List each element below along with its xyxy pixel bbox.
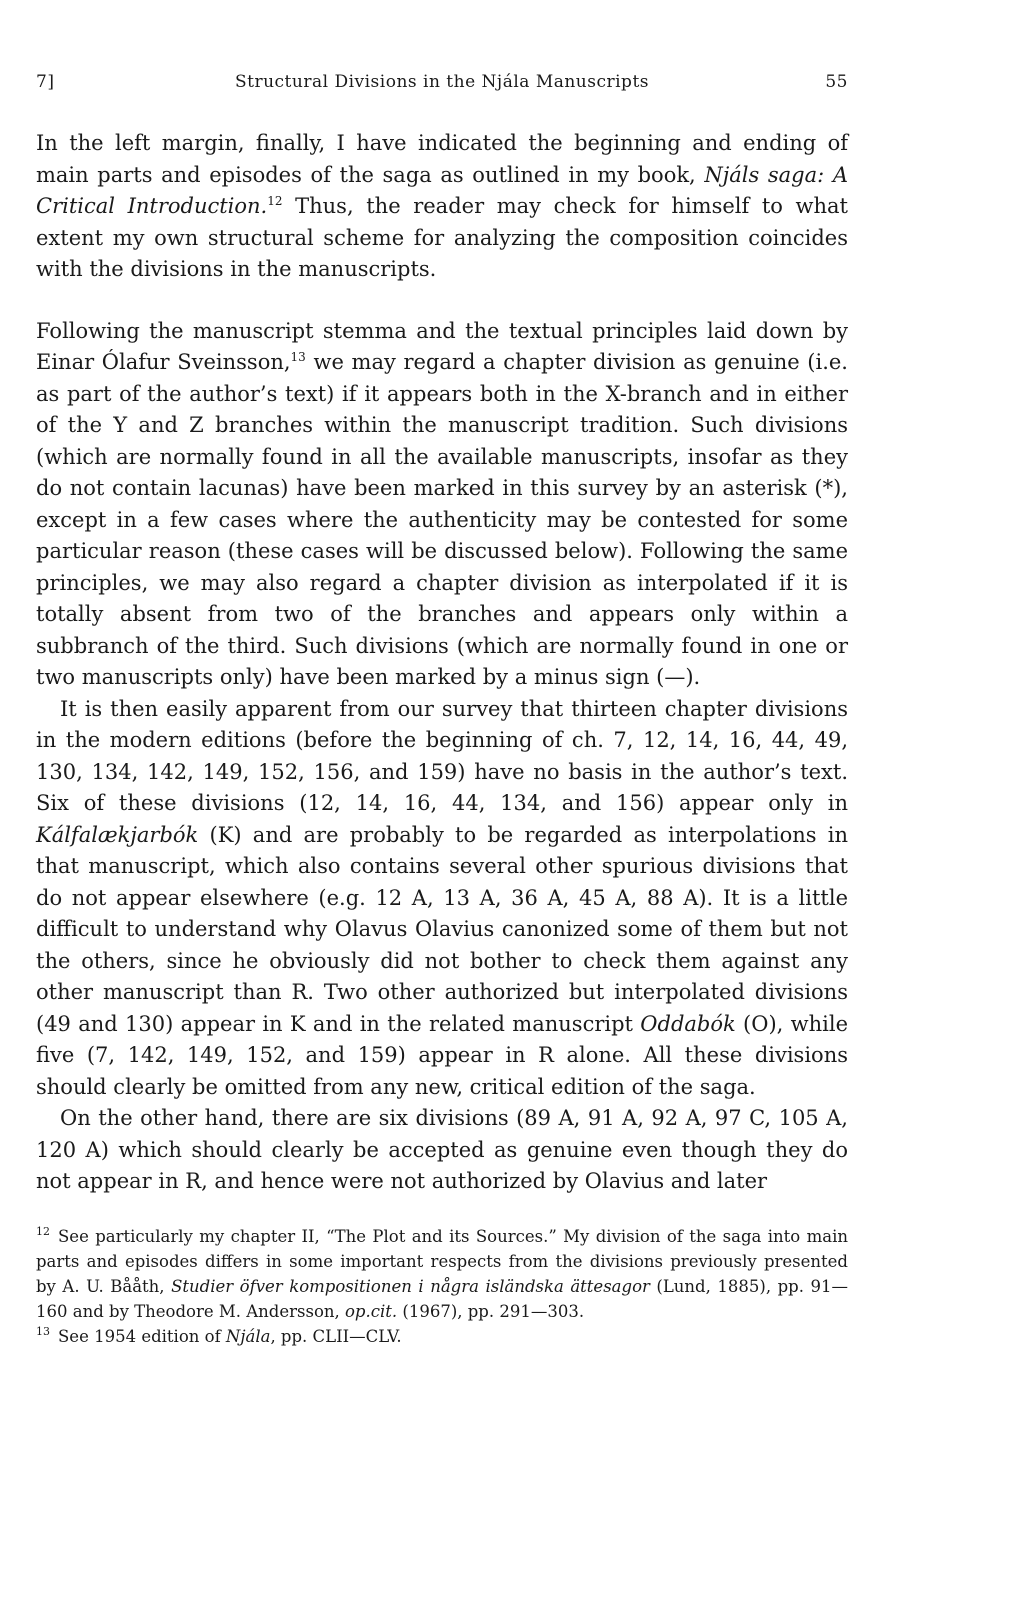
running-head [36,72,848,106]
cited-title: Studier öfver kompositionen i några isländska ättesagor [171,1276,650,1296]
cited-title: op.cit. [345,1301,398,1321]
paragraph-text: On the other hand, there are six divisions (89 A, 91 A, 92 A, 97 C, 105 A, 120 A) which should clearly be accepted as genuine even though they do not appear in R, and hence were not authorized by Olavius and later [36,1106,848,1193]
footnote-ref-12[interactable]: 12 [267,194,283,208]
paragraph-text: Following the manuscript stemma and the textual principles laid down by Einar Ólafur Sveinsson, [36,318,848,374]
paragraph-3 [36,694,848,1104]
body-text [36,128,848,1198]
footnote-ref-13[interactable]: 13 [290,350,306,364]
paragraph-text: we may regard a chapter division as genuine (i.e. as part of the author’s text) if it appears both in the X-branch and in either of the Y and Z branches within the manuscript tradition. Such divisions (which are normally found in all the available manuscripts, insofar as they do not contain lacunas) have been marked in this survey by an asterisk (*), except in a few cases where the authenticity may be contested for some particular reason (these cases will be discussed below). Following the same principles, we may also regard a chapter division as interpolated if it is totally absent from two of the branches and appears only within a subbranch of the third. Such divisions (which are normally found in one or two manuscripts only) have been marked by a minus sign (—). [36,350,848,689]
page-number: 55 [825,72,848,92]
running-title: Structural Divisions in the Njála Manuscripts [234,72,649,92]
book-title: Njáls saga: A Critical Introduction. [36,162,848,218]
paragraph-1 [36,128,848,286]
book-page [36,72,848,1572]
paragraph-text: (K) and are probably to be regarded as interpolations in that manuscript, which also contains several other spurious divisions that do not appear elsewhere (e.g. 12 A, 13 A, 36 A, 45 A, 88 A). It is a little difficult to understand why Olavus Olavius canonized some of them but not the others, since he obviously did not bother to check them against any other manuscript than R. Two other authorized but interpolated divisions (49 and 130) appear in K and in the related manuscript [36,822,848,1036]
footnote-13 [36,1324,848,1349]
footnote-text: (1967), pp. 291—303. [397,1301,585,1321]
footnote-mark: 12 [36,1225,50,1238]
paragraph-text: It is then easily apparent from our survey that thirteen chapter divisions in the modern editions (before the beginning of ch. 7, 12, 14, 16, 44, 49, 130, 134, 142, 149, 152, 156, and 159) have no basis in the author’s text. Six of these divisions (12, 14, 16, 44, 134, and 156) appear only in [36,696,848,815]
manuscript-name: Kálfalækjarbók [36,822,199,847]
cited-title: Njála [225,1326,271,1346]
manuscript-name: Oddabók [640,1011,736,1036]
footnote-text: See particularly my chapter II, “The Plot and its Sources.” My division of the saga into main parts and episodes differs in some important respects from the divisions previously presented by A. U. Bååth, [36,1226,848,1296]
paragraph-4 [36,1103,848,1198]
footnote-text: See 1954 edition of [58,1326,226,1346]
footnote-text: (Lund, 1885), pp. 91—160 and by Theodore M. Andersson, [36,1276,848,1321]
paragraph-text: (O), while five (7, 142, 149, 152, and 159) appear in R alone. All these divisions should clearly be omitted from any new, critical edition of the saga. [36,1011,848,1099]
footnote-mark: 13 [36,1325,50,1338]
footnote-text: , pp. CLII—CLV. [270,1326,402,1346]
chapter-number: 7] [36,72,55,92]
paragraph-2 [36,316,848,694]
paragraph-text: In the left margin, finally, I have indicated the beginning and ending of main parts and episodes of the saga as outlined in my book, [36,131,848,187]
paragraph-text: Thus, the reader may check for himself to what extent my own structural scheme for analyzing the composition coincides with the divisions in the manuscripts. [36,194,848,281]
footnote-12 [36,1224,848,1324]
footnotes [36,1224,848,1349]
